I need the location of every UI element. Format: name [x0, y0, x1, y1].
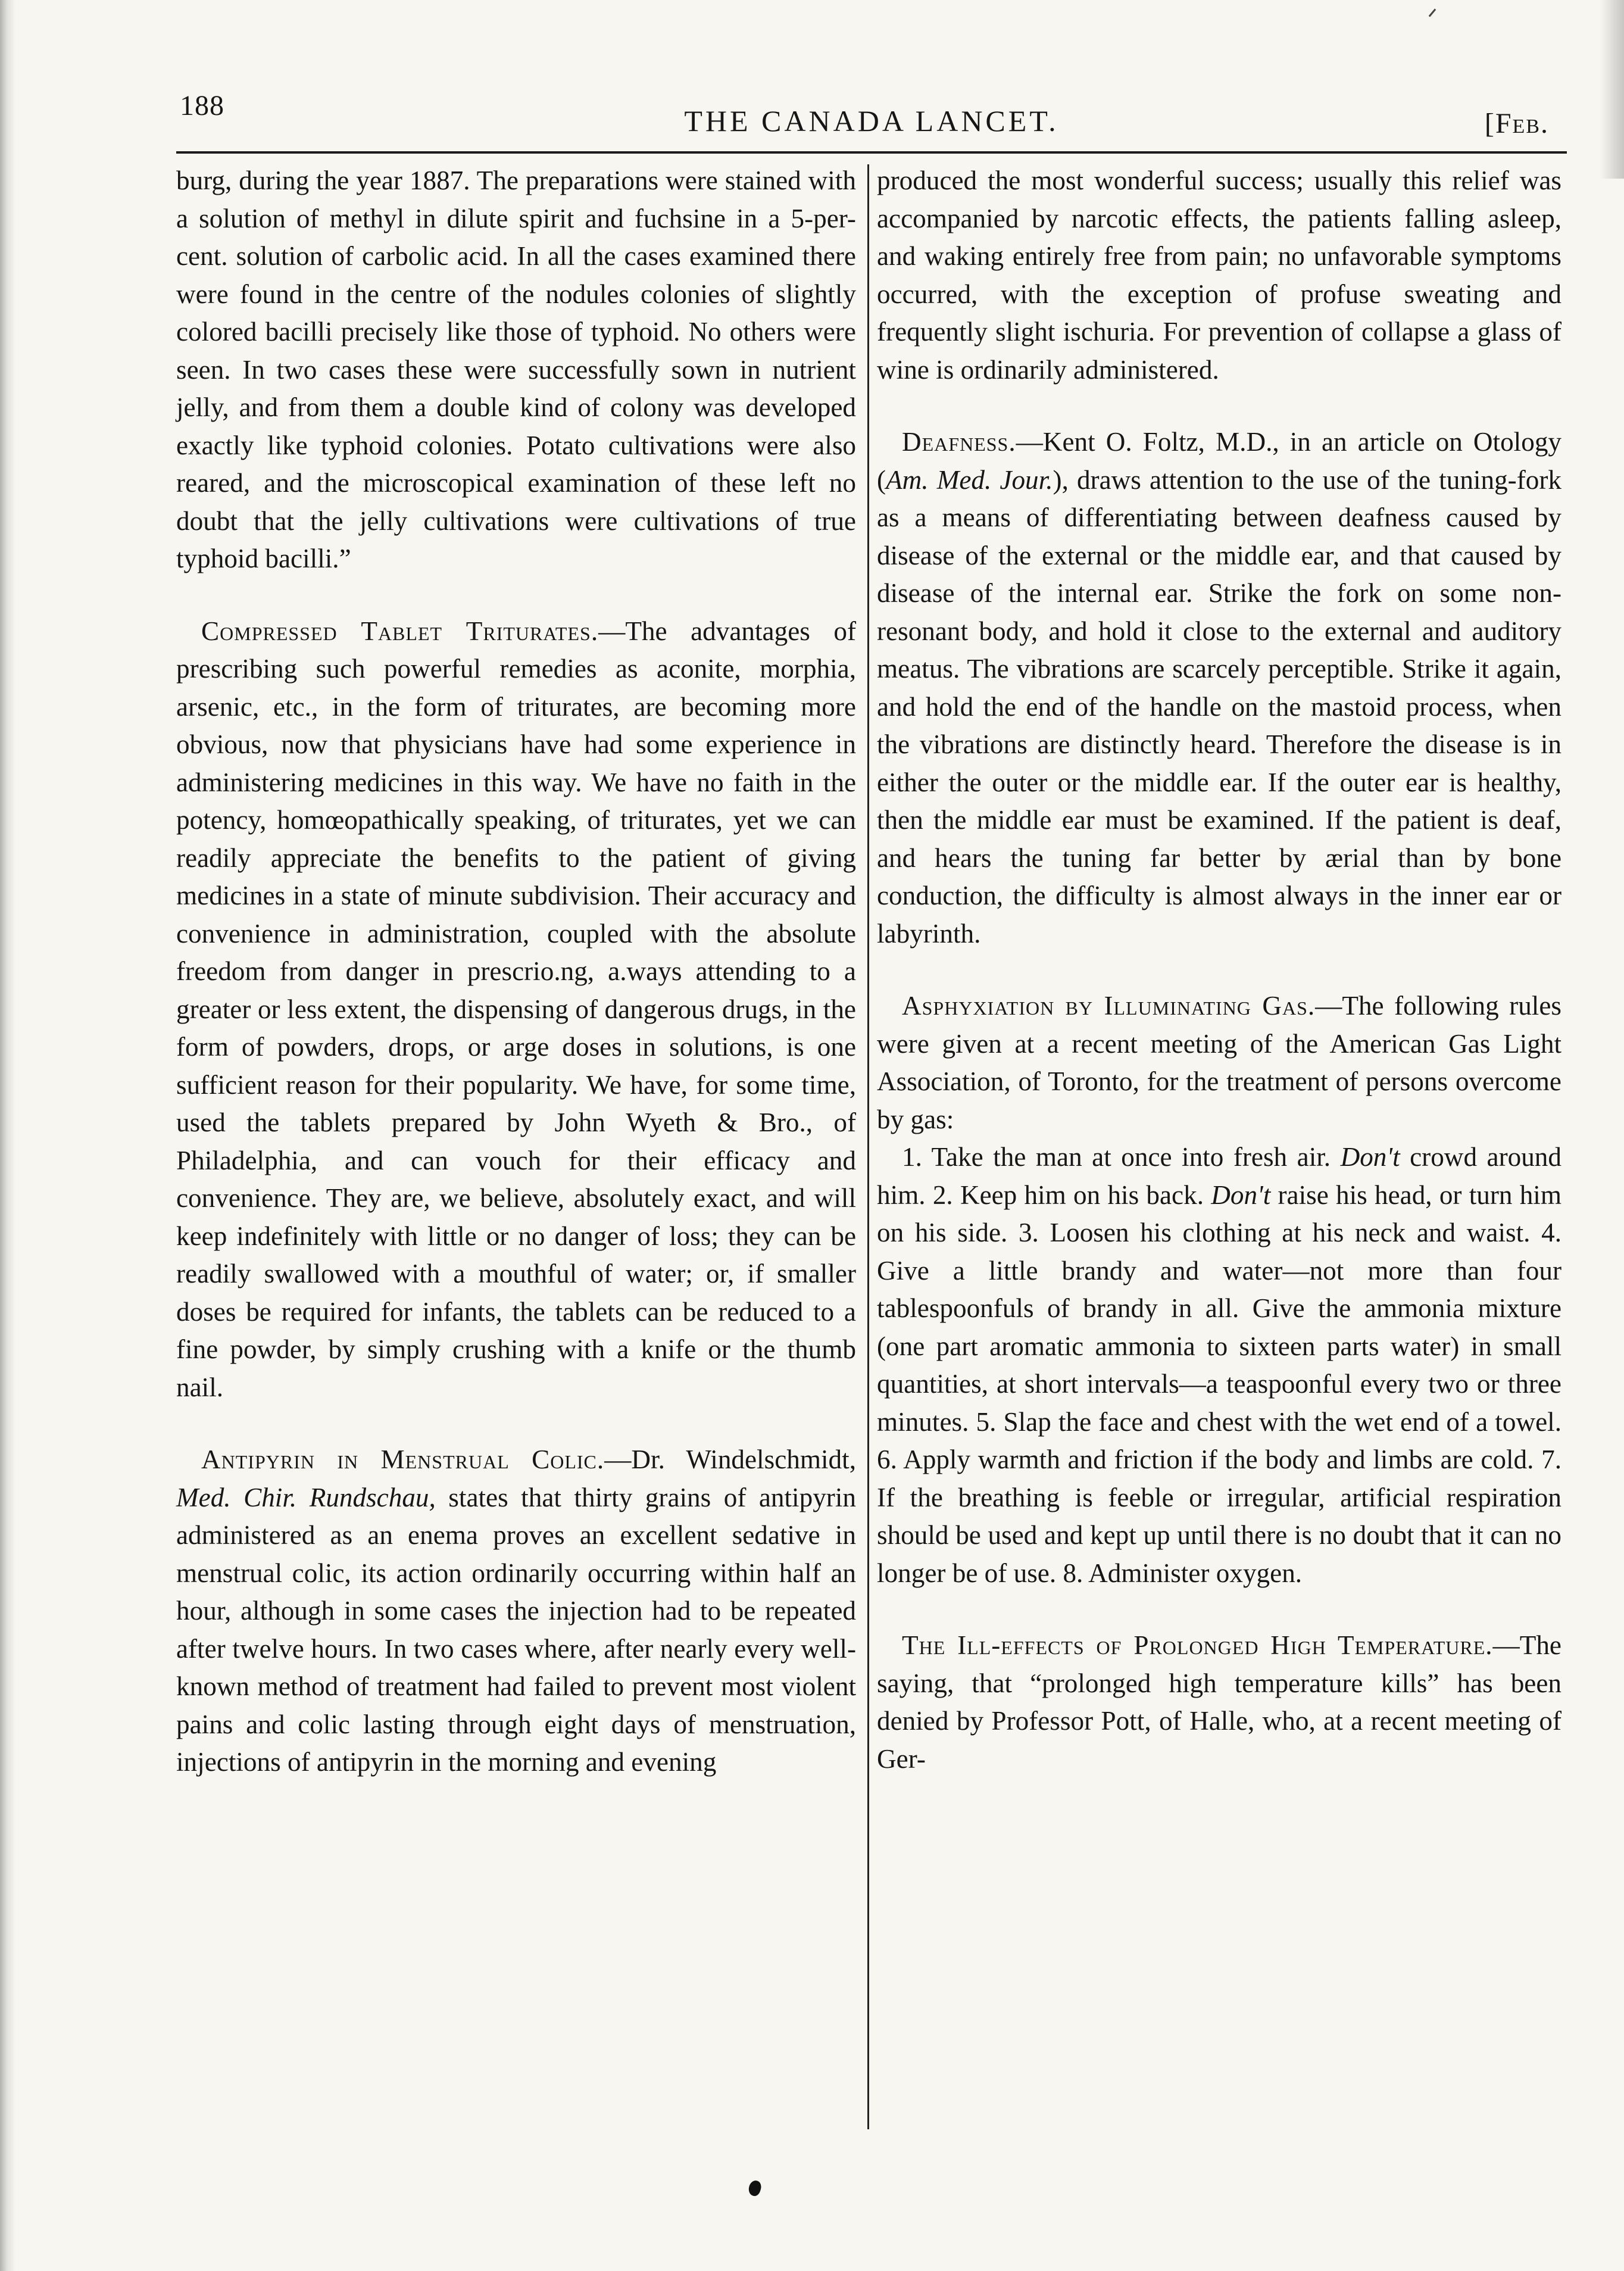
- article-deafness: [877, 423, 1561, 953]
- source-citation: Am. Med. Jour.: [886, 464, 1053, 495]
- journal-title: THE CANADA LANCET.: [684, 104, 1059, 138]
- section-heading: The Ill-effects of Prolonged High Temperature.: [902, 1630, 1493, 1660]
- article-text: —The advantages of prescribing such powerful remedies as aconite, morphia, arsenic, etc., in the form of triturates, are becoming more obvious, now that physicians have had some experience in administering medicines in this way. We have no faith in the potency, homœopathically speaking, of triturates, yet we can readily appreciate the benefits to the patient of giving medicines in a state of minute subdivision. Their accuracy and convenience in administration, coupled with the absolute freedom from danger in prescrio.ng, a.ways attending to a greater or less extent, the dispensing of dangerous drugs, in the form of powders, drops, or arge doses in solutions, is one sufficient reason for their popularity. We have, for some time, used the tablets prepared by John Wyeth & Bro., of Philadelphia, and can vouch for their efficacy and convenience. They are, we believe, absolutely exact, and will keep indefinitely with little or no danger of loss; they can be readily swallowed with a mouthful of water; or, if smaller doses be required for infants, the tablets can be reduced to a fine powder, by simply crushing with a knife or the thumb nail.: [176, 616, 857, 1402]
- emphasis: Don't: [1211, 1180, 1271, 1210]
- rule-text: crowd around him. 2. Keep him on his back.: [877, 1142, 1561, 1210]
- issue-month: [Feb.: [1484, 108, 1549, 139]
- emphasis: Don't: [1340, 1142, 1400, 1172]
- article-text: —The saying, that “prolonged high temperature kills” has been denied by Professor Pott, of Halle, who, at a recent meeting of Ger-: [877, 1630, 1561, 1774]
- article-text: ), draws attention to the use of the tuning-fork as a means of differentiating between deafness caused by disease of the external or the middle ear, and that caused by disease of the internal ear. Strike the fork on some non-resonant body, and hold it close to the external and auditory meatus. The vibrations are scarcely perceptible. Strike it again, and hold the end of the handle on the mastoid process, when the vibrations are distinctly heard. Therefore the disease is in either the outer or the middle ear. If the outer ear is healthy, then the middle ear must be examined. If the patient is deaf, and hears the tuning far better by ærial than by bone conduction, the difficulty is almost always in the inner ear or labyrinth.: [877, 464, 1561, 949]
- left-column: [176, 162, 856, 1782]
- section-heading: Asphyxiation by Illuminating Gas.: [902, 991, 1316, 1021]
- continued-paragraph: burg, during the year 1887. The preparations were stained with a solution of methyl in dilute spirit and fuchsine in a 5-per-cent. solution of carbolic acid. In all the cases examined there were found in the centre of the nodules colonies of slightly colored bacilli precisely like those of typhoid. No others were seen. In two cases these were successfully sown in nutrient jelly, and from them a double kind of colony was developed exactly like typhoid colonies. Potato cultivations were also reared, and the microscopical examination of these left no doubt that the jelly cultivations were cultivations of true typhoid bacilli.”: [176, 166, 856, 573]
- page-scan-edge-right: [1600, 0, 1624, 179]
- section-heading: Deafness.: [902, 427, 1016, 457]
- article-text: —Kent O. Foltz, M.D., in an article on Otology (: [877, 427, 1561, 495]
- article-text: —Dr. Windelschmidt,: [604, 1445, 856, 1474]
- rule-text: raise his head, or turn him on his side. 3. Loosen his clothing at his neck and waist. 4. Give a little brandy and water—not more than four tablespoonfuls of brandy in all. Give the ammonia mixture (one part aromatic ammonia to sixteen parts water) in small quantities, at short intervals—a teaspoonful every two or three minutes. 5. Slap the face and chest with the wet end of a towel. 6. Apply warmth and friction if the body and limbs are cold. 7. If the breathing is feeble or irregular, artificial respiration should be used and kept up until there is no doubt that it can no longer be of use. 8. Administer oxygen.: [877, 1180, 1562, 1588]
- page-header: [176, 83, 1567, 150]
- asphyxiation-rules: [877, 1138, 1561, 1592]
- article-text: —The following rules were given at a recent meeting of the American Gas Light Association, of Toronto, for the treatment of persons overcome by gas:: [877, 991, 1561, 1134]
- article-ill-effects: [877, 1627, 1561, 1778]
- section-heading: Antipyrin in Menstrual Colic.: [201, 1445, 605, 1474]
- ink-blot: [747, 2179, 763, 2198]
- article-compressed-tablets: [176, 613, 856, 1407]
- right-column: [877, 162, 1561, 1778]
- source-citation: Med. Chir. Rundschau,: [176, 1482, 436, 1512]
- article-antipyrin: [176, 1441, 856, 1782]
- page-scan-edge: [0, 0, 15, 2271]
- article-asphyxiation: [877, 987, 1561, 1138]
- rule-text: 1. Take the man at once into fresh air.: [902, 1142, 1341, 1172]
- section-heading: Compressed Tablet Triturates.: [201, 616, 599, 646]
- page-number: 188: [180, 90, 224, 121]
- ink-speck: [1429, 8, 1436, 17]
- article-text: states that thirty grains of antipyrin administered as an enema proves an excellent sedative in menstrual colic, its action ordinarily occurring within half an hour, although in some cases the injection had to be repeated after twelve hours. In two cases where, after nearly every well-known method of treatment had failed to prevent most violent pains and colic lasting through eight days of menstruation, injections of antipyrin in the morning and evening: [176, 1482, 856, 1777]
- continued-paragraph: produced the most wonderful success; usually this relief was accompanied by narcotic effects, the patients falling asleep, and waking entirely free from pain; no unfavorable symptoms occurred, with the exception of profuse sweating and frequently slight ischuria. For prevention of collapse a glass of wine is ordinarily administered.: [877, 166, 1561, 385]
- column-divider: [867, 164, 869, 2129]
- header-rule: [176, 151, 1567, 154]
